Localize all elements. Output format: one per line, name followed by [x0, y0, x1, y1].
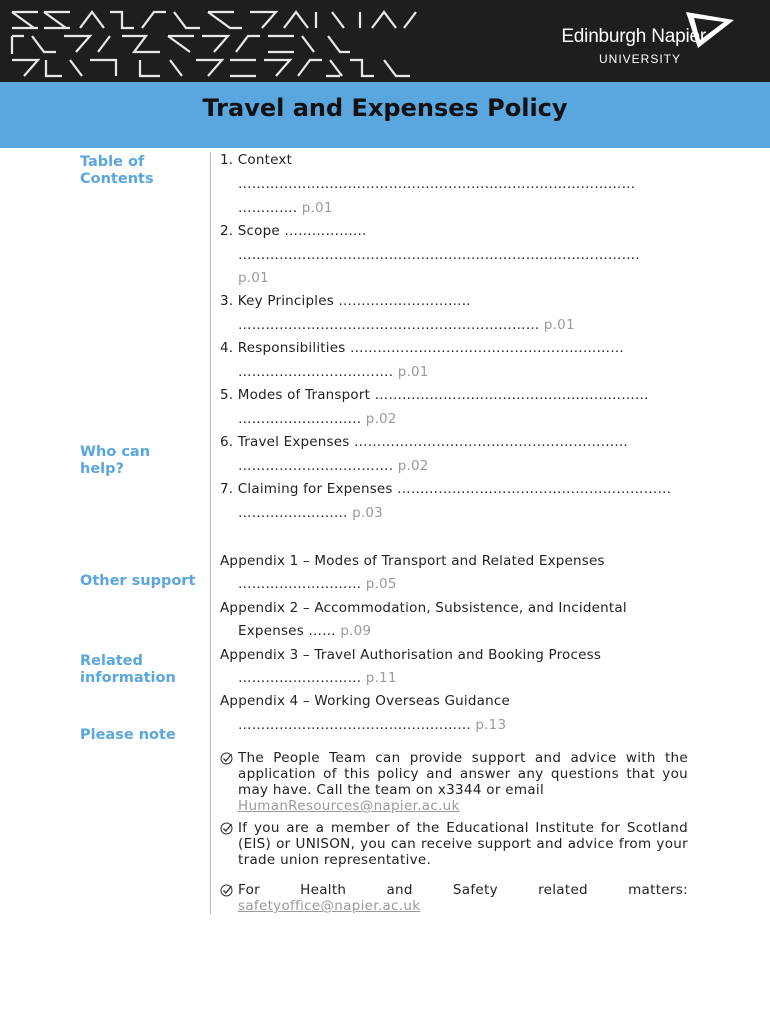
hr-email-link[interactable]: HumanResources@napier.ac.uk [238, 798, 460, 814]
toc-leader: ………………………………………………………… p.01 [238, 317, 575, 333]
checkmark-icon [220, 752, 233, 765]
logo-name: Edinburgh Napier [561, 26, 706, 47]
sidebar-heading-toc: Table of Contents [80, 154, 154, 187]
toc-page-number: p.01 [543, 317, 575, 333]
help-note-health-safety [220, 882, 688, 914]
toc-leader: ……………………………. p.02 [238, 458, 429, 474]
toc-page-number: p.05 [365, 576, 397, 592]
toc-page-number: p.11 [365, 670, 397, 686]
decorative-pattern [10, 8, 440, 78]
sidebar-heading-related-information: Related information [80, 653, 176, 686]
logo-subtitle: UNIVERSITY [598, 52, 681, 66]
page-title: Travel and Expenses Policy [202, 94, 568, 122]
help-note-union: If you are a member of the Educational Institute for Scotland (EIS) or UNISON, you can receive support and advice from your trade union representative. [220, 820, 688, 868]
toc-leader: ……………………………. p.01 [238, 364, 429, 380]
toc-leader: ……………………… p.05 [238, 576, 397, 592]
toc-leader: …………………………………………………………………………… [238, 176, 636, 192]
toc-item-scope[interactable]: 2. Scope ……………… [220, 223, 367, 239]
checkmark-icon [220, 822, 233, 835]
toc-leader: ……………………… p.02 [238, 411, 397, 427]
university-logo [546, 10, 736, 70]
health-safety-line: For Health and Safety related matters: [238, 882, 688, 898]
toc-leader: …………………………………………… p.13 [238, 717, 507, 733]
toc-page-number: p.03 [352, 505, 383, 521]
toc-page-number: p.01 [238, 270, 269, 286]
toc-page-number: p.01 [397, 364, 429, 380]
toc-page-number: p.02 [397, 458, 429, 474]
divider-line [210, 152, 211, 914]
toc-page-number: p.01 [301, 200, 333, 216]
checkmark-icon [220, 884, 233, 897]
sidebar-heading-who-can-help: Who can help? [80, 444, 151, 477]
toc-leader: …………………… p.03 [238, 505, 383, 521]
toc-item-responsibilities[interactable]: 4. Responsibilities …………………………………………………… [220, 340, 624, 356]
toc-page-number: p.09 [340, 623, 372, 639]
toc-leader: ……………………… p.11 [238, 670, 397, 686]
toc-item-key-principles[interactable]: 3. Key Principles ……………………….. [220, 293, 471, 309]
toc-appendix-4[interactable]: Appendix 4 – Working Overseas Guidance [220, 693, 511, 709]
header-banner [0, 0, 770, 82]
toc-page-number: p.13 [475, 717, 507, 733]
help-note-people-team: The People Team can provide support and advice with the application of this policy and answer any questions that you may have. Call the team on x3344 or email HumanResources@napier.ac.uk [220, 750, 688, 814]
toc-appendix-1[interactable]: Appendix 1 – Modes of Transport and Related Expenses [220, 553, 605, 569]
sidebar-heading-please-note: Please note [80, 727, 176, 743]
sidebar-heading-other-support: Other support [80, 573, 196, 589]
toc-leader: Expenses …… p.09 [238, 623, 372, 639]
toc-leader: ……………………………………………………………………………. [238, 247, 640, 263]
toc-appendix-3[interactable]: Appendix 3 – Travel Authorisation and Booking Process [220, 647, 602, 663]
toc-item-context[interactable]: 1. Context [220, 152, 293, 168]
toc-item-claiming-for-expenses[interactable]: 7. Claiming for Expenses …………………………………………………… [220, 481, 672, 497]
safety-email-link[interactable]: safetyoffice@napier.ac.uk [238, 898, 421, 914]
toc-appendix-2[interactable]: Appendix 2 – Accommodation, Subsistence, and Incidental [220, 600, 627, 616]
toc-page-number: p.02 [365, 411, 397, 427]
toc-item-modes-of-transport[interactable]: 5. Modes of Transport …………………………………………………… [220, 387, 649, 403]
toc-leader: …………. p.01 [238, 200, 333, 216]
toc-item-travel-expenses[interactable]: 6. Travel Expenses …………………………………………………… [220, 434, 629, 450]
